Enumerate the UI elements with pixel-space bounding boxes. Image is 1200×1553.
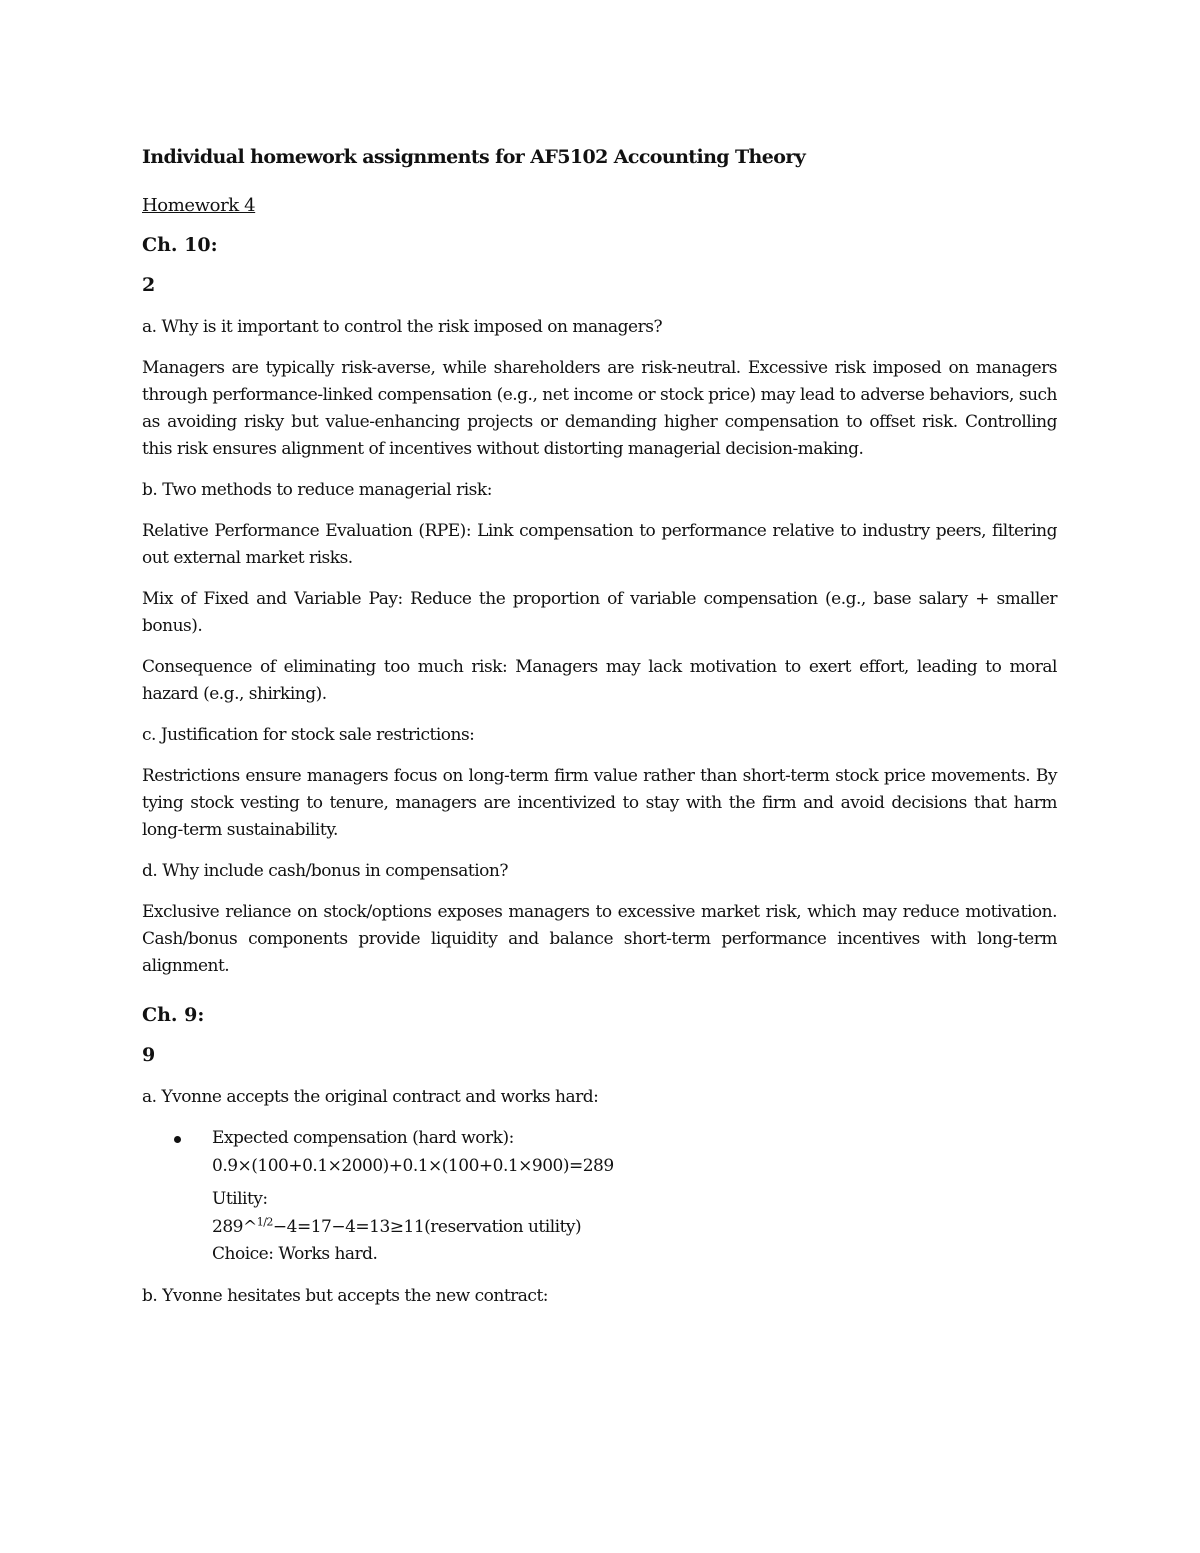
homework-label: Homework 4 — [142, 195, 256, 216]
document-page — [142, 140, 1057, 1324]
question-c: c. Justification for stock sale restrictions: — [142, 725, 475, 745]
question-a: a. Why is it important to control the risk imposed on managers? — [142, 317, 663, 337]
chapter-9-heading: Ch. 9: — [142, 1004, 205, 1026]
answer-d: Exclusive reliance on stock/options exposes managers to excessive market risk, which may reduce motivation. Cash/bonus components provide liquidity and balance short-term performance incentives with long-term alignment. — [142, 902, 1057, 976]
utility-formula — [212, 1214, 1057, 1242]
question-9b: b. Yvonne hesitates but accepts the new contract: — [142, 1285, 549, 1306]
utility-label: Utility: — [212, 1189, 268, 1209]
answer-c: Restrictions ensure managers focus on long-term firm value rather than short-term stock price movements. By tying stock vesting to tenure, managers are incentivized to stay with the firm and avoid decisions that harm long-term sustainability. — [142, 766, 1057, 840]
question-9a: a. Yvonne accepts the original contract and works hard: — [142, 1087, 599, 1107]
document-title: Individual homework assignments for AF5102 Accounting Theory — [142, 146, 806, 168]
bullet-list — [142, 1125, 1057, 1269]
answer-b-rpe: Relative Performance Evaluation (RPE): Link compensation to performance relative to industry peers, filtering out external market risks. — [142, 521, 1057, 568]
answer-b-consequence: Consequence of eliminating too much risk: Managers may lack motivation to exert effort, leading to moral hazard (e.g., shirking). — [142, 657, 1057, 704]
utility-exponent: 1/2 — [256, 1214, 273, 1228]
question-9-number: 9 — [142, 1044, 156, 1066]
choice-text: Choice: Works hard. — [212, 1244, 378, 1264]
expected-compensation-label: Expected compensation (hard work): — [212, 1128, 514, 1148]
question-2-number: 2 — [142, 274, 156, 296]
answer-b-mix: Mix of Fixed and Variable Pay: Reduce the proportion of variable compensation (e.g., base salary + smaller bonus). — [142, 589, 1057, 636]
utility-rest: −4=17−4=13≥11(reservation utility) — [272, 1216, 582, 1237]
question-d: d. Why include cash/bonus in compensation? — [142, 861, 508, 881]
list-item — [212, 1125, 1057, 1269]
bullet-icon — [174, 1136, 181, 1143]
expected-compensation-formula: 0.9×(100+0.1×2000)+0.1×(100+0.1×900)=289 — [212, 1155, 614, 1176]
utility-base: 289^ — [212, 1216, 257, 1237]
question-b: b. Two methods to reduce managerial risk: — [142, 480, 492, 500]
chapter-10-heading: Ch. 10: — [142, 234, 218, 256]
answer-a: Managers are typically risk-averse, while shareholders are risk-neutral. Excessive risk imposed on managers through performance-linked compensation (e.g., net income or stock price) may lead to adverse behaviors, such as avoiding risky but value-enhancing projects or demanding higher compensation to offset risk. Controlling this risk ensures alignment of incentives without distorting managerial decision-making. — [142, 358, 1057, 459]
